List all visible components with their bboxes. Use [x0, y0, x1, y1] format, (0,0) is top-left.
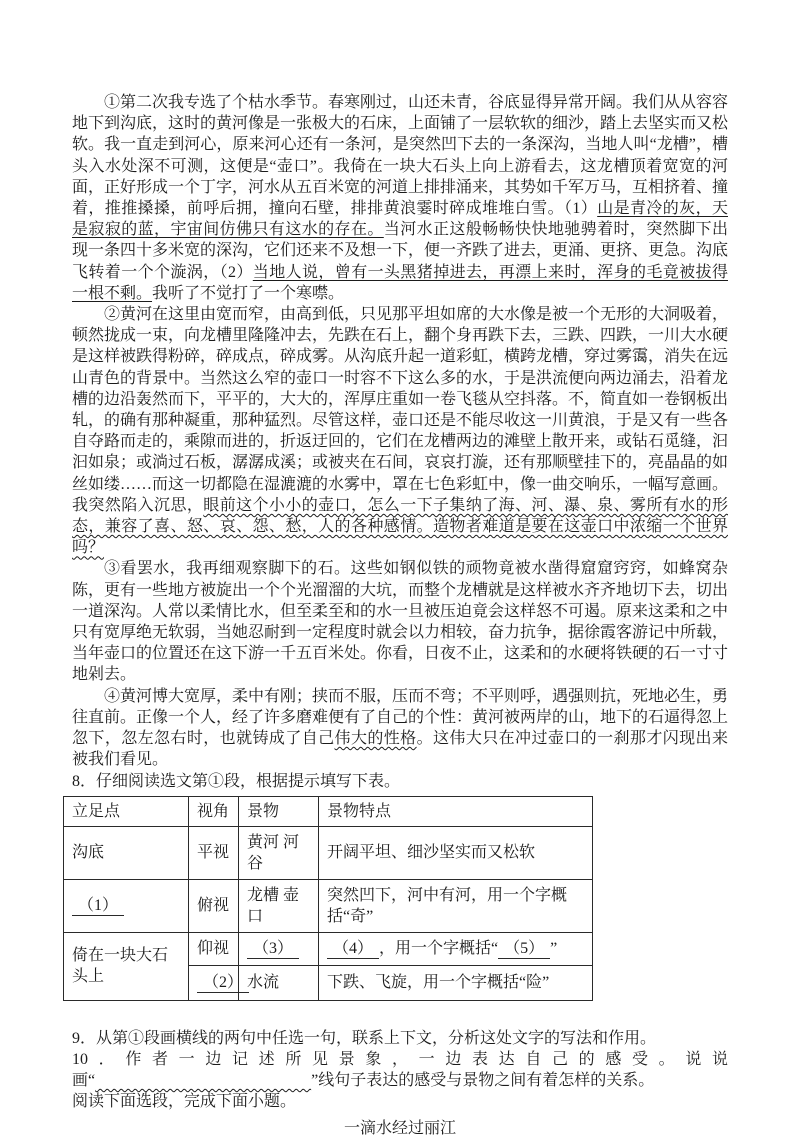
underlined-text: 当地人说，曾有一头黑猪掉进去，再漂上来时，浑身的毛竟被拔得一根不剩。: [72, 263, 728, 302]
text-run: 当河水正这般畅畅快快地驰骋着时，突然脚下出现一条四十多米宽的深沟，它们还来不及想一下，便一齐跌了进去，更涌、更挤、更急。沟底飞转着一个个漩涡，（2）: [72, 221, 729, 281]
passage-paragraph-1: [72, 92, 728, 304]
text-run: ”线句子表达的感受与景物之间有着怎样的关系。: [311, 1072, 655, 1090]
cell-scene: 黄河 河谷: [239, 826, 319, 879]
blank-2: （2）: [197, 974, 249, 993]
text-run: 10．作者一边记述所见景象，一边表达自己的感受。说说画“: [72, 1050, 728, 1090]
passage2-title: 一滴水经过丽江: [343, 1119, 456, 1137]
question-8-label: 8．仔细阅读选文第①段，根据提示填写下表。: [72, 772, 401, 790]
cell-angle-blank: [189, 965, 244, 1000]
table-header-row: [64, 796, 593, 826]
table-row: [64, 932, 593, 965]
text-run: ④黄河博大宽厚，柔中有刚；挟而不服，压而不弯；不平则呼，遇强则抗，死地必生，勇往直前。正像一个人，经了许多磨难便有了自己的个性：黄河被两岸的山，地下的石逼得忽上忽下，忽左忽右时，也就铸成了自己: [72, 687, 729, 748]
blank-5: （5）: [498, 940, 550, 959]
cell-feature: 突然凹下，河中有河，用一个字概括“奇”: [319, 879, 593, 932]
cell-scene: 龙槽 壶口: [239, 879, 319, 932]
underlined-text: 山是青冷的灰，天是寂寂的蓝，宇宙间仿佛只有这水的存在。: [72, 200, 728, 239]
feature-text: ，用一个字概括“: [379, 940, 499, 958]
blank-3: （3）: [247, 940, 299, 959]
cell-angle: 仰视: [189, 932, 239, 965]
header-feature: 景物特点: [319, 796, 593, 826]
blank-4: （4）: [327, 940, 379, 959]
wavy-underlined-text: 伟大的性格: [334, 730, 417, 748]
header-angle: 视角: [189, 796, 239, 826]
cell-scene-blank: [239, 932, 319, 965]
blank-1: （1）: [72, 897, 124, 916]
cell-scene: 水流: [239, 965, 319, 1000]
cell-feature: [319, 932, 593, 965]
reading-instruction: 阅读下面选段，完成下面小题。: [72, 1093, 297, 1111]
question-9: 9．从第①段画横线的两句中任选一句，联系上下文，分析这处文字的写法和作用。: [72, 1029, 657, 1047]
text-run: 我听了不觉打了一个寒噤。: [152, 284, 345, 302]
cell-feature: 开阔平坦、细沙坚实而又松软: [319, 826, 593, 879]
wavy-blank-line: [95, 1072, 311, 1089]
table-row: [64, 826, 593, 879]
table-row: [64, 879, 593, 932]
feature-text: ”: [550, 940, 558, 958]
passage-paragraph-2: [72, 304, 728, 558]
cell-standpoint-blank: [64, 879, 189, 932]
text-run: ③看罢水，我再细观察脚下的石。这些如钢似铁的顽物竟被水凿得窟窟窍窍，如蜂窝杂陈，更有一些地方被旋出一个个光溜溜的大坑，而整个龙槽就是这样被水齐齐地切下去，切出一道深沟。人常以柔情比水，但至柔至和的水一旦被压迫竟会这样怒不可遏。原来这柔和之中只有宽厚绝无软弱，当她忍耐到一定程度时就会以力相较，奋力抗争，据徐霞客游记中所载，当年壶口的位置还在这下游一千五百米处。你看，日夜不止，这柔和的水硬将铁硬的石一寸寸地剁去。: [72, 560, 729, 684]
cell-standpoint: 沟底: [64, 826, 189, 879]
cell-feature: 下跌、飞旋，用一个字概括“险”: [319, 965, 593, 1000]
passage-paragraph-4: [72, 686, 728, 771]
passage-paragraph-3: [72, 558, 728, 685]
wavy-underlined-text: 眼前这个小小的壶口，怎么一下子集纳了海、河、瀑、泉、雾所有水的形态，兼容了喜、怒、哀、怨、愁，人的各种感情。造物者难道是要在这壶口中浓缩一个世界吗？: [72, 496, 728, 557]
header-scene: 景物: [239, 796, 319, 826]
cell-standpoint-merged: 倚在一块大石头上: [64, 932, 189, 1000]
question-10: [72, 1049, 728, 1091]
cell-angle: 平视: [189, 826, 239, 879]
text-run: 。这伟大只在冲过壶口的一刹那才闪现出来被我们看见。: [72, 730, 728, 769]
header-standpoint: 立足点: [64, 796, 189, 826]
question-8-table: [63, 796, 593, 1001]
cell-angle: 俯视: [189, 879, 239, 932]
text-run: ①第二次我专选了个枯水季节。春寒刚过，山还未青，谷底显得异常开阔。我们从从容容地下到沟底，这时的黄河像是一张极大的石床，上面铺了一层软软的细沙，踏上去坚实而又松软。我一直走到河心，原来河心还有一条河，是突然凹下去的一条深沟，当地人叫“龙槽”，槽头入水处深不可测，这便是“壶口”。我倚在一块大石头上向上游看去，这龙槽顶着宽宽的河面，正好形成一个丁字，河水从五百米宽的河道上排排涌来，其势如千军万马，互相挤着、撞着，推推搡搡，前呼后拥，撞向石壁，排排黄浪霎时碎成堆堆白雪。（1）: [72, 94, 729, 218]
text-run: ②黄河在这里由宽而窄，由高到低，只见那平坦如席的大水像是被一个无形的大洞吸着，顿然拢成一束，向龙槽里隆隆冲去，先跌在石上，翻个身再跌下去，三跌、四跌，一川大水硬是这样被跌得粉碎，碎成点，碎成雾。从沟底升起一道彩虹，横跨龙槽，穿过雾霭，消失在远山青色的背景中。当然这么窄的壶口一时容不下这么多的水，于是洪流便向两边涌去，沿着龙槽的边沿轰然而下，平平的，大大的，浑厚庄重如一卷飞毯从空抖落。不，简直如一卷钢板出轧，的确有那种凝重，那种猛烈。尽管这样，壶口还是不能尽收这一川黄浪，于是又有一些各自夺路而走的，乘隙而进的，折返迂回的，它们在龙槽两边的滩壁上散开来，或钻石觅缝，汩汩如泉；或淌过石板，潺潺成溪；或被夹在石间，哀哀打漩，还有那顺壁挂下的，亮晶晶的如丝如缕……而这一切都隐在湿漉漉的水雾中，罩在七色彩虹中，像一曲交响乐，一幅写意画。我突然陷入沉思，: [72, 306, 729, 514]
